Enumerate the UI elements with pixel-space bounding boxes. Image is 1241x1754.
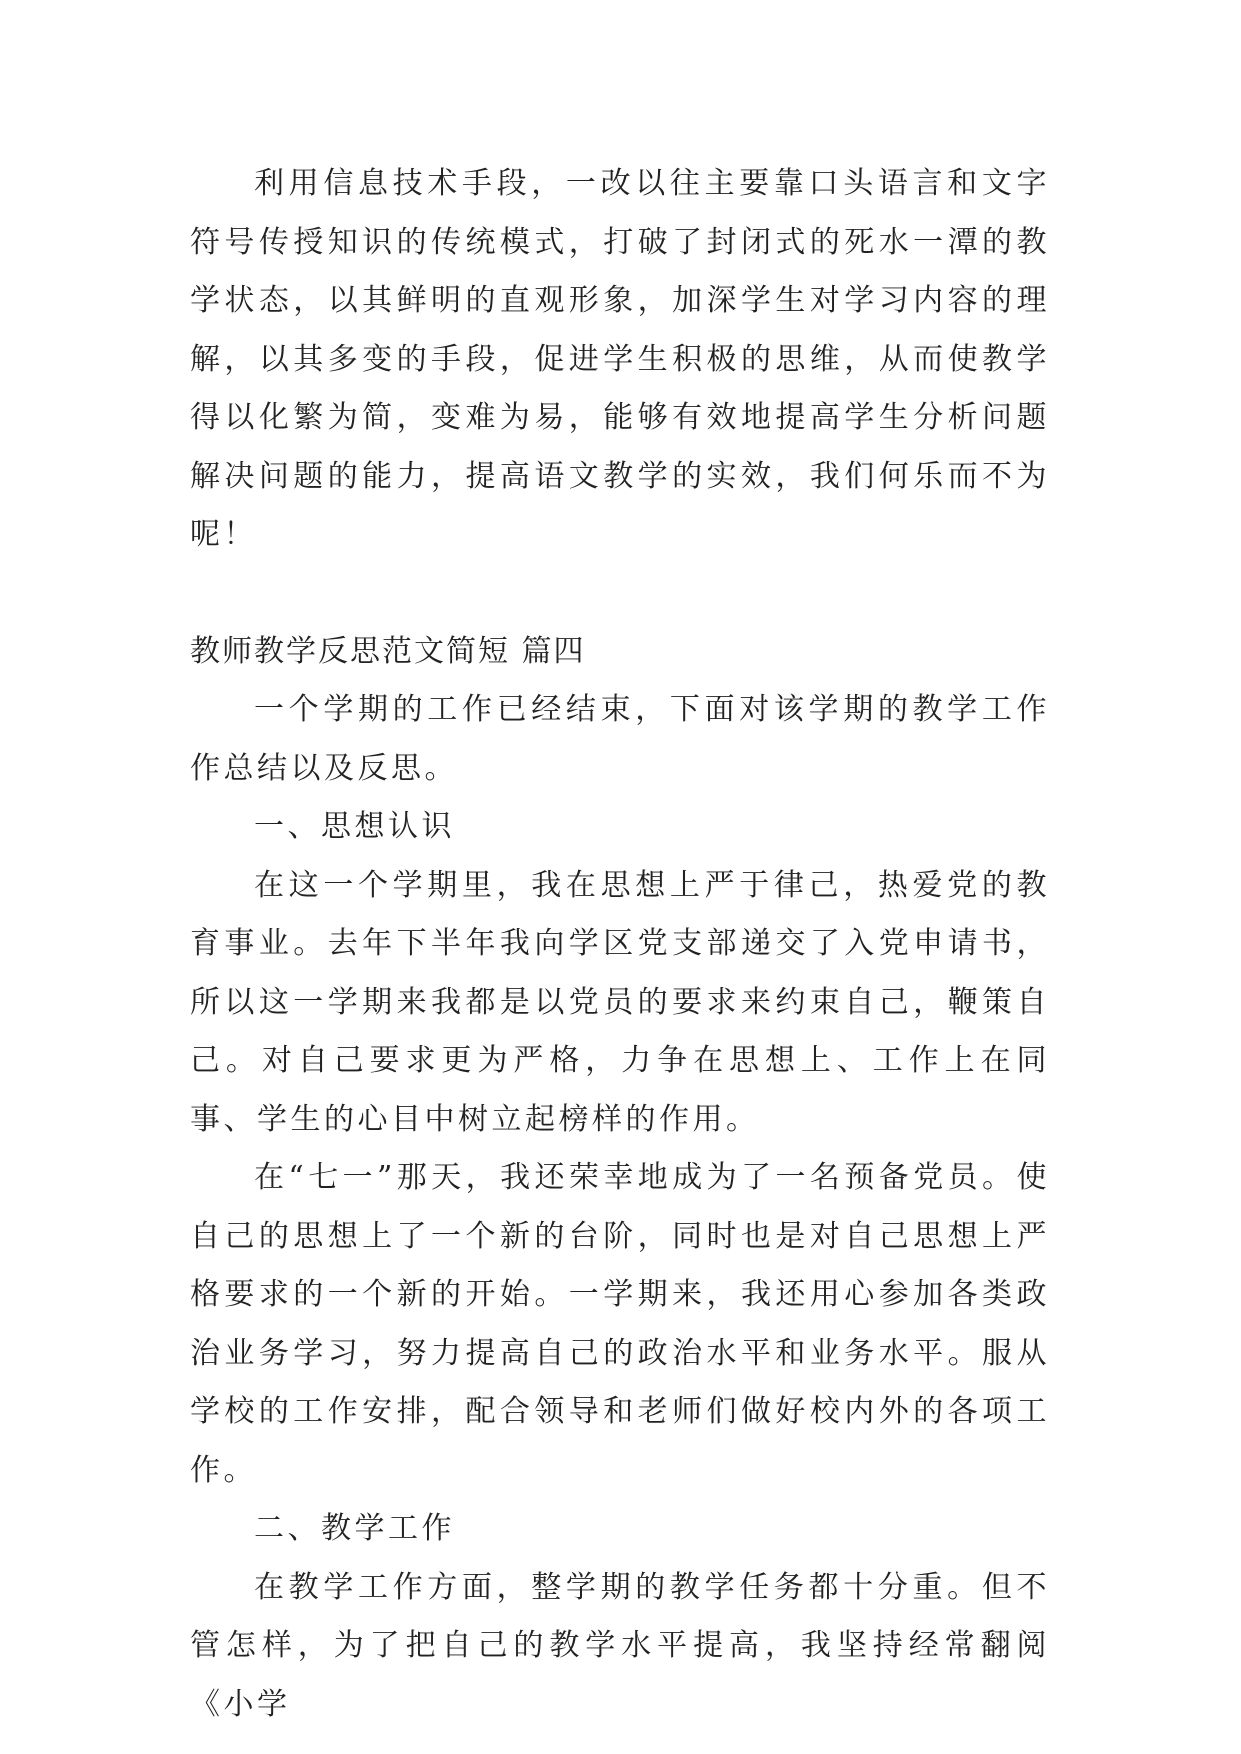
paragraph-teaching-work: 在教学工作方面，整学期的教学任务都十分重。但不管怎样，为了把自己的教学水平提高，我坚持经常翻阅《小学 xyxy=(190,1569,1050,1722)
paragraph-party-member: 在“七一”那天，我还荣幸地成为了一名预备党员。使自己的思想上了一个新的台阶，同时也是对自己思想上严格要求的一个新的开始。一学期来，我还用心参加各类政治业务学习，努力提高自己的政治水平和业务水平。服从学校的工作安排，配合领导和老师们做好校内外的各项工作。 xyxy=(190,1160,1050,1488)
heading-ideology: 一、思想认识 xyxy=(254,809,455,844)
paragraph-intro: 一个学期的工作已经结束，下面对该学期的教学工作作总结以及反思。 xyxy=(190,692,1050,786)
heading-teaching-work: 二、教学工作 xyxy=(254,1511,455,1546)
document-body xyxy=(190,155,1050,1734)
section-title: 教师教学反思范文简短 篇四 xyxy=(190,633,586,669)
paragraph-ideology: 在这一个学期里，我在思想上严于律己，热爱党的教育事业。去年下半年我向学区党支部递交了入党申请书，所以这一学期来我都是以党员的要求来约束自己，鞭策自己。对自己要求更为严格，力争在思想上、工作上在同事、学生的心目中树立起榜样的作用。 xyxy=(190,867,1050,1137)
paragraph-it-means: 利用信息技术手段，一改以往主要靠口头语言和文字符号传授知识的传统模式，打破了封闭式的死水一潭的教学状态，以其鲜明的直观形象，加深学生对学习内容的理解，以其多变的手段，促进学生积极的思维，从而使教学得以化繁为简，变难为易，能够有效地提高学生分析问题解决问题的能力，提高语文教学的实效，我们何乐而不为呢！ xyxy=(190,166,1050,552)
